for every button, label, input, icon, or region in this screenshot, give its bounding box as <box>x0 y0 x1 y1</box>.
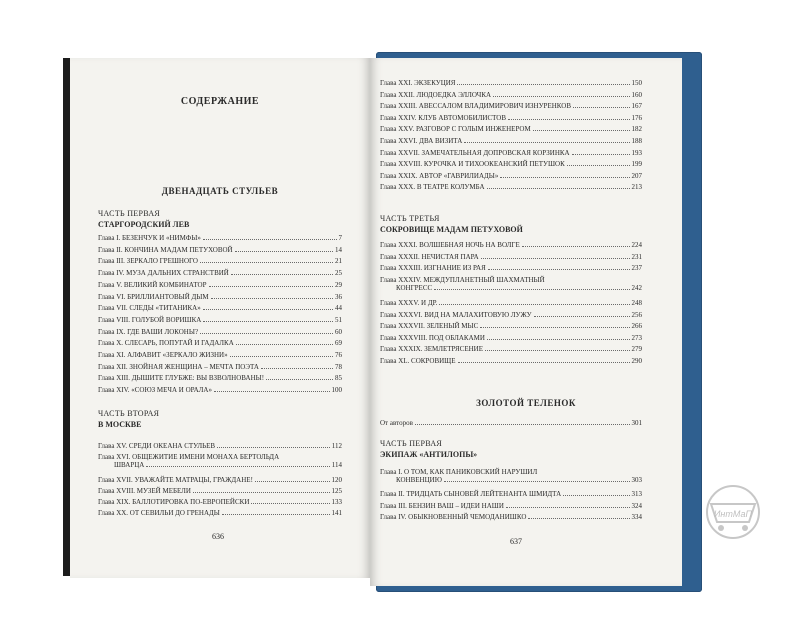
chapter-row[interactable] <box>380 299 642 307</box>
chapter-row[interactable] <box>380 137 642 145</box>
contents-title: СОДЕРЖАНИЕ <box>180 96 260 107</box>
chapter-title: Глава V. ВЕЛИКИЙ КОМБИНАТОР <box>98 280 207 289</box>
chapter-row[interactable] <box>380 102 642 110</box>
chapter-title: Глава XV. СРЕДИ ОКЕАНА СТУЛЬЕВ <box>98 442 216 450</box>
chapter-title: Глава XXXIX. ЗЕМЛЕТРЯСЕНИЕ <box>380 345 484 354</box>
chapter-page: 207 <box>631 171 642 180</box>
chapter-row[interactable] <box>380 91 642 99</box>
part-name: ЭКИПАЖ «АНТИЛОПЫ» <box>380 450 478 459</box>
chapter-row[interactable] <box>380 334 642 342</box>
part-label: ЧАСТЬ ВТОРАЯ <box>98 409 160 418</box>
chapter-page: 313 <box>631 490 642 499</box>
chapter-page: 324 <box>631 501 642 510</box>
chapter-title: Глава XXXIV. МЕЖДУПЛАНЕТНЫЙ ШАХМАТНЫЙ <box>380 275 545 284</box>
chapter-title-continued: ШВАРЦА <box>114 461 145 470</box>
leader-dots <box>464 142 629 143</box>
chapter-title: Глава IX. ГДЕ ВАШИ ЛОКОНЫ? <box>98 327 199 336</box>
chapter-row[interactable] <box>98 442 342 450</box>
part-label: ЧАСТЬ ТРЕТЬЯ <box>380 214 440 223</box>
chapter-title: Глава III. ЗЕРКАЛО ГРЕШНОГО <box>98 257 198 266</box>
chapter-title: Глава VII. СЛЕДЫ «ТИТАНИКА» <box>98 304 201 313</box>
chapter-page: 160 <box>631 90 642 99</box>
chapter-page: 303 <box>631 476 642 484</box>
leader-dots <box>266 379 333 380</box>
chapter-row[interactable] <box>380 172 642 180</box>
chapter-page: 273 <box>631 333 642 342</box>
chapter-row[interactable] <box>380 149 642 157</box>
chapter-page: 167 <box>631 102 642 111</box>
leader-dots <box>481 258 630 259</box>
chapter-row[interactable] <box>98 363 342 371</box>
chapter-title: Глава I. БЕЗЕНЧУК И «НИМФЫ» <box>98 234 201 242</box>
left-page <box>70 58 370 578</box>
leader-dots <box>203 309 333 310</box>
chapter-page: 279 <box>631 345 642 354</box>
chapter-page: 176 <box>631 113 642 122</box>
leader-dots <box>480 327 629 328</box>
leader-dots <box>444 481 630 482</box>
chapter-title: Глава XXXII. НЕЧИСТАЯ ПАРА <box>380 252 479 261</box>
chapter-row[interactable] <box>380 468 642 484</box>
leader-dots <box>528 518 629 519</box>
part-name: СТАРГОРОДСКИЙ ЛЕВ <box>98 220 190 229</box>
chapter-page: 60 <box>335 327 342 336</box>
chapter-row[interactable] <box>98 246 342 254</box>
from-authors-row[interactable] <box>380 419 642 427</box>
leader-dots <box>200 333 333 334</box>
chapter-row[interactable] <box>98 339 342 347</box>
chapter-page: 301 <box>631 419 642 427</box>
leader-dots <box>231 274 333 275</box>
chapter-title: Глава XXXI. ВОЛШЕБНАЯ НОЧЬ НА ВОЛГЕ <box>380 241 520 249</box>
chapter-page: 256 <box>631 310 642 319</box>
chapter-page: 78 <box>335 362 342 371</box>
leader-dots <box>506 507 630 508</box>
right-page <box>370 58 682 586</box>
chapter-row[interactable] <box>98 304 342 312</box>
chapter-title: Глава XVI. ОБЩЕЖИТИЕ ИМЕНИ МОНАХА БЕРТОЛЬДА <box>98 453 280 462</box>
chapter-page: 114 <box>331 461 342 470</box>
chapter-row[interactable] <box>380 345 642 353</box>
page-number: 636 <box>212 532 224 541</box>
part-heading <box>98 408 159 430</box>
chapter-page: 188 <box>631 137 642 145</box>
chapter-title: Глава XI. АЛФАВИТ «ЗЕРКАЛО ЖИЗНИ» <box>98 351 228 359</box>
chapter-page: 85 <box>335 374 342 383</box>
chapter-title: Глава IV. МУЗА ДАЛЬНИХ СТРАНСТВИЙ <box>98 269 229 278</box>
chapter-title: Глава XXII. ЛЮДОЕДКА ЭЛЛОЧКА <box>380 90 492 99</box>
chapter-row[interactable] <box>380 264 642 272</box>
leader-dots <box>193 492 330 493</box>
leader-dots <box>146 466 329 467</box>
chapter-title: Глава X. СЛЕСАРЬ, ПОПУГАЙ И ГАДАЛКА <box>98 339 234 348</box>
leader-dots <box>209 286 333 287</box>
part-heading <box>380 438 477 460</box>
page-number: 637 <box>510 537 522 546</box>
chapter-title: Глава XIV. «СОЮЗ МЕЧА И ОРАЛА» <box>98 386 212 395</box>
chapter-title: Глава XX. ОТ СЕВИЛЬИ ДО ГРЕНАДЫ <box>98 509 220 518</box>
chapter-row[interactable] <box>98 234 342 242</box>
chapter-row[interactable] <box>98 281 342 289</box>
leader-dots <box>567 165 630 166</box>
chapter-row[interactable] <box>98 487 342 495</box>
chapter-page: 150 <box>631 79 642 87</box>
chapter-page: 133 <box>331 498 342 506</box>
chapter-page: 100 <box>331 386 342 395</box>
chapter-row[interactable] <box>98 293 342 301</box>
chapter-title: Глава XXXVIII. ПОД ОБЛАКАМИ <box>380 333 485 342</box>
chapter-page: 231 <box>631 252 642 261</box>
leader-dots <box>522 246 630 247</box>
chapter-page: 248 <box>631 299 642 307</box>
chapter-row[interactable] <box>98 453 342 469</box>
chapter-title: Глава XXIX. АВТОР «ГАВРИЛИАДЫ» <box>380 171 499 180</box>
leader-dots <box>251 503 329 504</box>
leader-dots <box>203 321 333 322</box>
chapter-page: 182 <box>631 125 642 134</box>
leader-dots <box>485 350 629 351</box>
chapter-row[interactable] <box>380 513 642 521</box>
chapter-page: 141 <box>331 509 342 518</box>
chapter-page: 213 <box>631 183 642 192</box>
chapter-page: 21 <box>335 257 342 266</box>
leader-dots <box>434 289 629 290</box>
novel-title-twelve-chairs: ДВЕНАДЦАТЬ СТУЛЬЕВ <box>161 186 279 196</box>
chapter-title: Глава VIII. ГОЛУБОЙ ВОРИШКА <box>98 315 202 324</box>
part-name: СОКРОВИЩЕ МАДАМ ПЕТУХОВОЙ <box>380 225 523 234</box>
chapter-title: Глава XXXV. И ДР. <box>380 299 438 307</box>
part-label: ЧАСТЬ ПЕРВАЯ <box>380 439 443 448</box>
leader-dots <box>458 362 630 363</box>
novel-title-golden-calf: ЗОЛОТОЙ ТЕЛЕНОК <box>476 398 576 408</box>
chapter-title-continued: КОНГРЕСС <box>396 283 433 292</box>
leader-dots <box>255 481 330 482</box>
chapter-page: 29 <box>335 280 342 289</box>
leader-dots <box>457 84 629 85</box>
leader-dots <box>217 447 330 448</box>
leader-dots <box>235 251 333 252</box>
leader-dots <box>488 269 630 270</box>
chapter-page: 14 <box>335 245 342 254</box>
leader-dots <box>563 495 629 496</box>
chapter-row[interactable] <box>380 241 642 249</box>
chapter-row[interactable] <box>98 316 342 324</box>
chapter-title: Глава IV. ОБЫКНОВЕННЫЙ ЧЕМОДАНИШКО <box>380 512 527 521</box>
leader-dots <box>222 514 330 515</box>
chapter-page: 51 <box>335 315 342 324</box>
leader-dots <box>572 154 630 155</box>
chapter-title: Глава XVII. УВАЖАЙТЕ МАТРАЦЫ, ГРАЖДАНЕ! <box>98 475 253 484</box>
watermark-logo-icon <box>693 482 773 542</box>
chapter-title: Глава VI. БРИЛЛИАНТОВЫЙ ДЫМ <box>98 292 209 301</box>
chapter-row[interactable] <box>380 502 642 510</box>
chapter-page: 36 <box>335 292 342 301</box>
chapter-row[interactable] <box>98 386 342 394</box>
chapter-title: Глава XXI. ЭКЗЕКУЦИЯ <box>380 79 456 87</box>
watermark-text: ИнтМаП <box>713 509 753 519</box>
leader-dots <box>573 107 629 108</box>
chapter-page: 76 <box>335 351 342 359</box>
chapter-title: Глава II. ТРИДЦАТЬ СЫНОВЕЙ ЛЕЙТЕНАНТА ШМИДТА <box>380 490 562 499</box>
chapter-title: Глава XXV. РАЗГОВОР С ГОЛЫМ ИНЖЕНЕРОМ <box>380 125 531 134</box>
leader-dots <box>493 96 629 97</box>
chapter-title: Глава XIII. ДЫШИТЕ ГЛУБЖЕ: ВЫ ВЗВОЛНОВАНЫ! <box>98 374 265 383</box>
chapter-row[interactable] <box>98 257 342 265</box>
chapter-title: Глава I. О ТОМ, КАК ПАНИКОВСКИЙ НАРУШИЛ <box>380 468 538 476</box>
chapter-row[interactable] <box>98 351 342 359</box>
chapter-row[interactable] <box>380 357 642 365</box>
chapter-title: Глава XVIII. МУЗЕЙ МЕБЕЛИ <box>98 486 191 495</box>
leader-dots <box>236 344 333 345</box>
chapter-title: Глава XXXVII. ЗЕЛЕНЫЙ МЫС <box>380 322 479 331</box>
chapter-row[interactable] <box>98 509 342 517</box>
part-heading <box>98 208 189 230</box>
chapter-page: 7 <box>338 234 342 242</box>
chapter-title: Глава XXIV. КЛУБ АВТОМОБИЛИСТОВ <box>380 113 507 122</box>
chapter-row[interactable] <box>380 490 642 498</box>
leader-dots <box>415 424 630 425</box>
chapter-row[interactable] <box>380 311 642 319</box>
leader-dots <box>487 339 630 340</box>
chapter-page: 125 <box>331 486 342 495</box>
chapter-page: 266 <box>631 322 642 331</box>
leader-dots <box>533 130 630 131</box>
chapter-page: 237 <box>631 264 642 273</box>
chapter-page: 199 <box>631 160 642 169</box>
leader-dots <box>534 316 630 317</box>
leader-dots <box>439 304 629 305</box>
part-name: В МОСКВЕ <box>98 420 142 429</box>
chapter-title: Глава XL. СОКРОВИЩЕ <box>380 357 456 365</box>
chapter-page: 193 <box>631 148 642 157</box>
leader-dots <box>508 119 629 120</box>
leader-dots <box>200 262 333 263</box>
part-label: ЧАСТЬ ПЕРВАЯ <box>98 209 161 218</box>
leader-dots <box>214 391 330 392</box>
leader-dots <box>203 239 337 240</box>
chapter-title: Глава XIX. БАЛЛОТИРОВКА ПО-ЕВРОПЕЙСКИ <box>98 498 250 506</box>
part-heading <box>380 213 523 235</box>
chapter-page: 44 <box>335 304 342 313</box>
chapter-row[interactable] <box>380 322 642 330</box>
chapter-row[interactable] <box>380 79 642 87</box>
chapter-row[interactable] <box>98 269 342 277</box>
chapter-row[interactable] <box>380 114 642 122</box>
leader-dots <box>261 368 333 369</box>
chapter-title: Глава III. БЕНЗИН ВАШ – ИДЕИ НАШИ <box>380 501 504 510</box>
chapter-row[interactable] <box>380 276 642 292</box>
chapter-row[interactable] <box>380 183 642 191</box>
chapter-title: Глава XXVI. ДВА ВИЗИТА <box>380 137 463 145</box>
chapter-title: Глава XII. ЗНОЙНАЯ ЖЕНЩИНА – МЕЧТА ПОЭТА <box>98 362 259 371</box>
chapter-title-continued: КОНВЕНЦИЮ <box>396 476 442 484</box>
chapter-row[interactable] <box>98 328 342 336</box>
chapter-title: Глава XXXIII. ИЗГНАНИЕ ИЗ РАЯ <box>380 264 486 273</box>
chapter-page: 112 <box>331 442 342 450</box>
chapter-page: 120 <box>331 475 342 484</box>
chapter-title: От авторов <box>380 419 413 427</box>
leader-dots <box>487 188 630 189</box>
chapter-row[interactable] <box>380 253 642 261</box>
chapter-row[interactable] <box>98 374 342 382</box>
chapter-title: Глава XXXVI. ВИД НА МАЛАХИТОВУЮ ЛУЖУ <box>380 310 532 319</box>
chapter-page: 224 <box>631 241 642 249</box>
chapter-page: 290 <box>631 357 642 365</box>
chapter-title: Глава XXX. В ТЕАТРЕ КОЛУМБА <box>380 183 485 192</box>
chapter-title: Глава XXIII. АВЕССАЛОМ ВЛАДИМИРОВИЧ ИЗНУРЕНКОВ <box>380 102 572 111</box>
leader-dots <box>230 356 333 357</box>
chapter-page: 334 <box>631 512 642 521</box>
chapter-page: 242 <box>631 283 642 292</box>
chapter-row[interactable] <box>98 498 342 506</box>
leader-dots <box>211 298 333 299</box>
chapter-title: Глава XXVIII. КУРОЧКА И ТИХООКЕАНСКИЙ ПЕТУШОК <box>380 160 565 169</box>
chapter-row[interactable] <box>380 125 642 133</box>
chapter-page: 25 <box>335 269 342 278</box>
chapter-title: Глава II. КОНЧИНА МАДАМ ПЕТУХОВОЙ <box>98 245 233 254</box>
chapter-row[interactable] <box>98 476 342 484</box>
chapter-row[interactable] <box>380 160 642 168</box>
leader-dots <box>500 177 629 178</box>
chapter-title: Глава XXVII. ЗАМЕЧАТЕЛЬНАЯ ДОПРОВСКАЯ КОРЗИНКА <box>380 148 570 157</box>
chapter-page: 69 <box>335 339 342 348</box>
